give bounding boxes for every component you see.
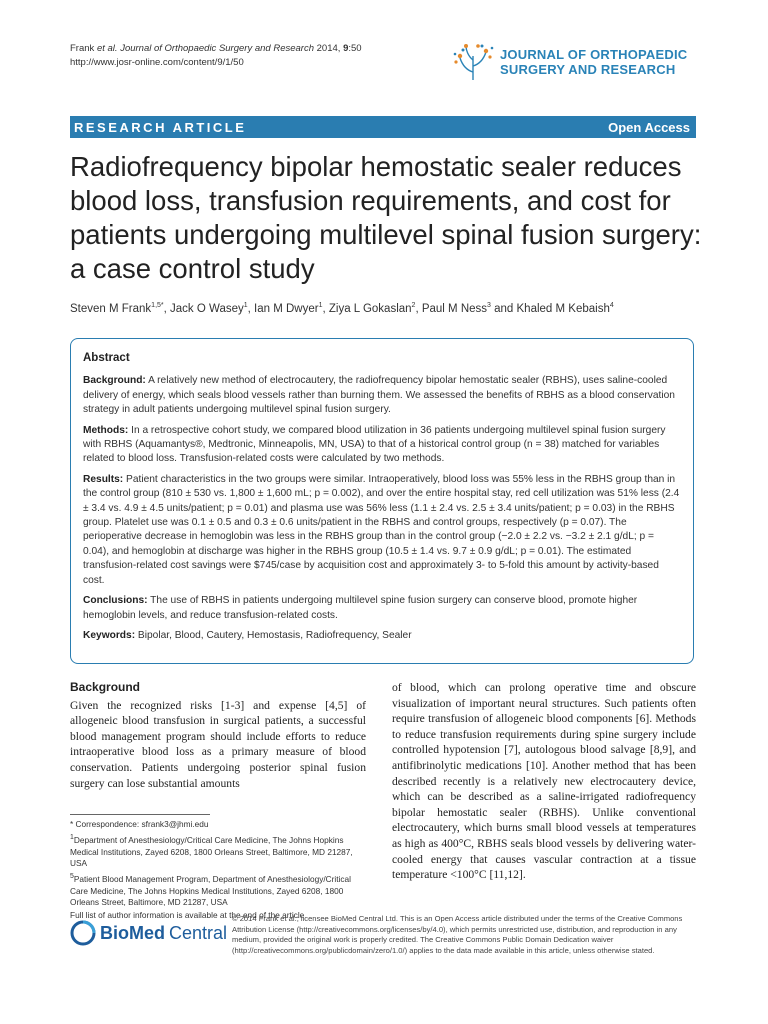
license-text: © 2014 Frank et al.; licensee BioMed Central Ltd. This is an Open Access article distributed under the terms of the Creative Commons Attribution License (http://creativecommons.org/licenses/by/4.0), which permits unrestricted use, distribution, and reproduction in any medium, provided the original work is properly credited. The Creative Commons Public Domain Dedication waiver (http://creativecommons.org/publicdomain/zero/1.0/) applies to the data made available in this article, unless otherwise stated.	[232, 914, 683, 955]
journal-name	[500, 47, 687, 77]
author: Paul M Ness$^3$ and	[421, 302, 517, 315]
abstract-conclusions: Conclusions: The use of RBHS in patients undergoing multilevel spine fusion surgery can conserve blood, promote higher hemoglobin levels, and reduce transfusion-related costs.	[83, 595, 638, 621]
biomed-central-logo	[70, 920, 227, 946]
article-type-banner	[70, 116, 696, 138]
abstract-background: Background: A relatively new method of electrocautery, the radiofrequency bipolar hemostatic sealer (RBHS), uses saline-cooled delivery of energy, which seals blood vessels rather than burning them. We assessed the benefits of RBHS as a blood conservation strategy in adult patients undergoing multilevel spinal fusion surgery.	[83, 375, 675, 416]
abstract-heading: Abstract	[83, 352, 130, 364]
full-author-info-note: Full list of author information is available at the end of the article	[70, 910, 305, 921]
section-heading-background: Background	[70, 680, 141, 694]
journal-name-line2: SURGERY AND RESEARCH	[500, 62, 676, 77]
citation-volume: 9	[343, 43, 349, 54]
citation-journal: Journal of Orthopaedic Surgery and Research	[120, 43, 314, 54]
author: Jack O Wasey$^1$,	[170, 302, 255, 315]
correspondence: * Correspondence: sfrank3@jhmi.edu	[70, 819, 209, 829]
abstract-results: Results: Patient characteristics in the two groups were similar. Intraoperatively, blood loss was 55% less in the RBHS group than in the control group (810 ± 530 vs. 1,800 ± 1,600 mL; p = 0.002), and over the entire hospital stay, red cell utilization was 51% less (2.4 ± 3.4 vs. 4.9 ± 4.5 units/patient; p = 0.01) and plasma use was 56% less (1.1 ± 2.4 vs. 2.5 ± 3.4 units/patient; p = 0.03) in the RBHS group. Platelet use was 0.1 ± 0.5 and 0.3 ± 0.6 units/patient in the RBHS and control groups, respectively (p = 0.07). The perioperative decrease in hemoglobin was less in the RBHS group than in the control group (−2.0 ± 2.2 vs. −3.2 ± 2.1 g/dL; p = 0.04), and hemoglobin at discharge was higher in the RBHS group (10.5 ± 1.4 vs. 9.7 ± 0.9 g/dL; p = 0.01). The estimated transfusion-related cost savings were $745/case by acquisition cost and approximately 3- to 5-fold this amount by activity-based cost.	[83, 473, 680, 586]
citation-etal: et al.	[96, 43, 118, 54]
article-type: RESEARCH ARTICLE	[74, 119, 247, 135]
author: Khaled M Kebaish$^4$	[516, 302, 614, 315]
biomed-central-icon	[70, 920, 96, 946]
body-paragraph: Given the recognized risks [1-3] and expense [4,5] of allogeneic blood transfusion in surgical patients, a successful blood management program should include efforts to reduce intraoperative blood loss as a primary measure of blood conservation. Patients undergoing posterior spinal fusion surgery can lose substantial amounts	[70, 698, 366, 790]
publisher-name-regular: Central	[169, 922, 228, 943]
citation-header	[70, 42, 362, 70]
abstract-methods: Methods: In a retrospective cohort study, we compared blood utilization in 36 patients undergoing multilevel spinal fusion surgery with RBHS (Aquamantys®, Medtronic, Minneapolis, MN, USA) to that of a historical control group (n = 38) matched for variables related to blood loss. Transfusion-related costs were calculated by two methods.	[83, 424, 666, 465]
author-list	[70, 302, 710, 315]
footnotes	[70, 814, 370, 924]
dna-tree-icon	[452, 42, 494, 82]
body-column-left	[70, 680, 366, 791]
journal-name-line1: JOURNAL OF ORTHOPAEDIC	[500, 47, 688, 62]
open-access-label: Open Access	[608, 119, 690, 135]
author: Steven M Frank$^{1,5*}$,	[70, 302, 171, 315]
author: Ziya L Gokaslan$^2$,	[328, 302, 422, 315]
body-column-right	[392, 680, 696, 883]
author: Ian M Dwyer$^1$,	[254, 302, 329, 315]
citation-authors: Frank	[70, 43, 95, 54]
affiliation-1: $^1$Department of Anesthesiology/Critical Care Medicine, The Johns Hopkins Medical Institutions, Zayed 6208, 1800 Orleans Street, Baltimore, MD 21287, USA	[70, 834, 353, 868]
abstract-box	[70, 338, 694, 664]
article-url[interactable]: http://www.josr-online.com/content/9/1/50	[70, 57, 244, 68]
affiliation-5: $^5$Patient Blood Management Program, Department of Anesthesiology/Critical Care Medicine, The Johns Hopkins Medical Institutions, Zayed 6208, 1800 Orleans Street, Baltimore, MD 21287, USA	[70, 873, 352, 907]
publisher-name-bold: BioMed	[100, 922, 165, 943]
citation-year: 2014,	[316, 43, 341, 54]
journal-logo	[452, 42, 687, 82]
article-title: Radiofrequency bipolar hemostatic sealer reduces blood loss, transfusion requirements, and cost for patients undergoing multilevel spinal fusion surgery: a case control study	[70, 151, 702, 284]
body-paragraph: of blood, which can prolong operative time and obscure visualization of important neural structures. Such patients often require transfusion of allogeneic blood components [6]. Methods to reduce transfusion requirements during spine surgery include controlled hypotension [7], autologous blood salvage [8,9], and antifibrinolytic medications [10]. Another method that has been described recently is a relatively new electrocautery device, which can be described as a saline-irrigated radiofrequency bipolar hemostatic sealer (RBHS). Unlike conventional electrocautery, which burns small blood vessels at temperatures as high as 400°C, RBHS seals blood vessels by delivering water-cooled energy that causes vascular contraction at a tissue temperature <100°C [11,12].	[392, 681, 696, 882]
footnote-rule	[70, 814, 210, 815]
abstract-keywords: Keywords: Bipolar, Blood, Cautery, Hemostasis, Radiofrequency, Sealer	[83, 629, 412, 641]
citation-line	[70, 42, 362, 56]
citation-page: :50	[348, 43, 362, 54]
